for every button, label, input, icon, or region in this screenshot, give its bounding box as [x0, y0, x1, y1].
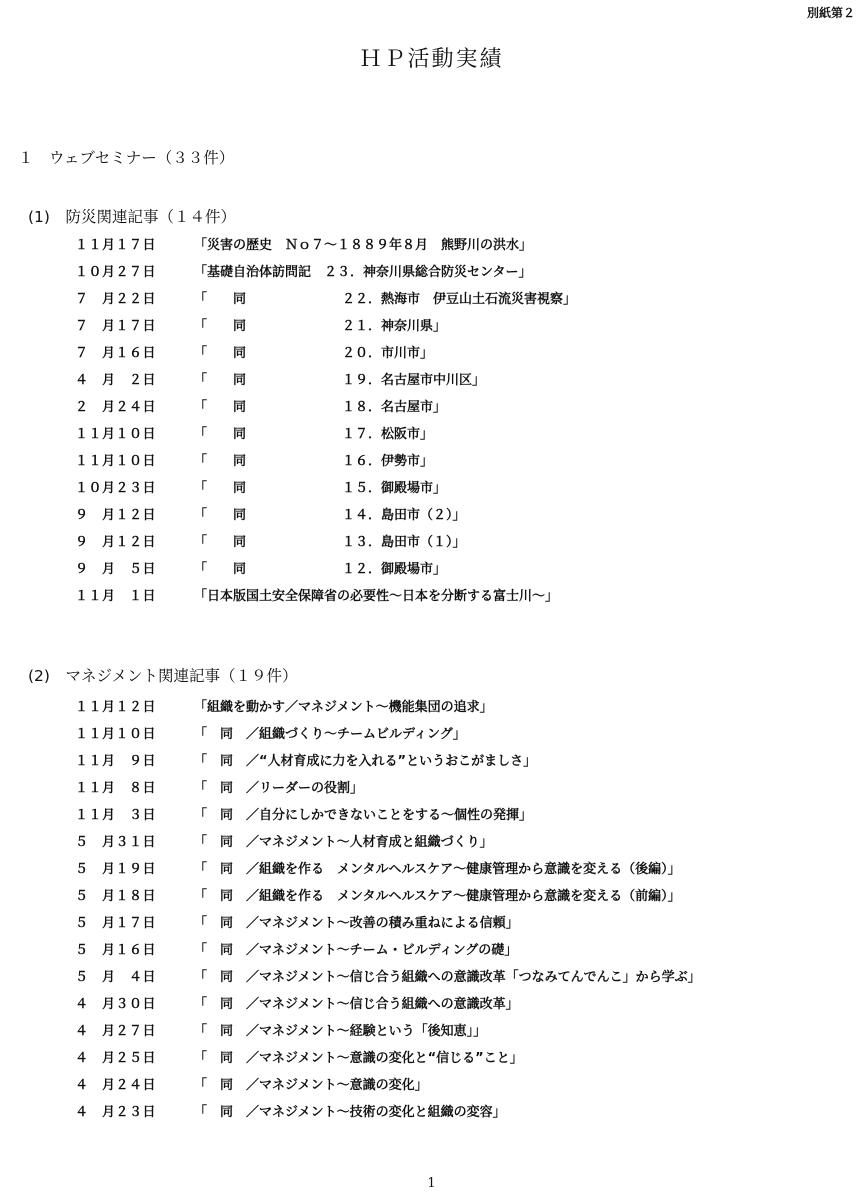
item-title: 「 同 ／組織を作る メンタルヘルスケア～健康管理から意識を変える（前編）」: [194, 889, 681, 904]
item-title: 「 同 ／組織づくり～チームビルディング」: [194, 727, 466, 742]
item-title-detail: ２２．熱海市 伊豆山土石流災害視察」: [342, 292, 577, 307]
item-title-detail: １９．名古屋市中川区」: [342, 373, 486, 388]
item-title-ditto: 「 同: [194, 319, 247, 334]
list-item: [75, 581, 576, 608]
item-date: １１月 ３日: [75, 808, 157, 823]
item-date: ５ 月 ４日: [75, 970, 157, 985]
list-item: [75, 854, 701, 881]
item-title: 「 同 ／マネジメント～意識の変化と“信じる”こと」: [194, 1051, 523, 1066]
item-title-detail: ２０．市川市」: [342, 346, 434, 361]
item-date: ９ 月 ５日: [75, 562, 157, 577]
item-title-ditto: 「 同: [194, 400, 247, 415]
item-title: [194, 531, 576, 550]
list-item: [75, 527, 576, 554]
list-item: [75, 1070, 701, 1097]
item-title-detail: １７．松阪市」: [342, 427, 434, 442]
item-title-detail: １３．島田市（１）」: [342, 535, 466, 550]
item-title-detail: １２．御殿場市」: [342, 562, 447, 577]
list-item: [75, 338, 576, 365]
list-item: [75, 746, 701, 773]
item-title: [194, 288, 576, 307]
item-date: ７ 月２２日: [75, 292, 157, 307]
item-date: １１月 １日: [75, 589, 157, 604]
item-title: 「 同 ／マネジメント～信じ合う組織への意識改革」: [194, 997, 519, 1012]
item-title: 「 同 ／マネジメント～意識の変化」: [194, 1078, 428, 1093]
list-item: [75, 257, 576, 284]
item-title: [194, 342, 576, 361]
list-item: [75, 1016, 701, 1043]
list-item: [75, 827, 701, 854]
item-title: 「基礎自治体訪問記 ２３．神奈川県総合防災センター」: [194, 265, 532, 280]
item-title: 「 同 ／組織を作る メンタルヘルスケア～健康管理から意識を変える（後編）」: [194, 862, 681, 877]
list-item: [75, 230, 576, 257]
item-title: [194, 504, 576, 523]
item-title: [194, 369, 576, 388]
item-title-ditto: 「 同: [194, 481, 247, 496]
list-item: [75, 773, 701, 800]
item-date: １１月１７日: [75, 238, 157, 253]
list-item: [75, 908, 701, 935]
list-item: [75, 962, 701, 989]
item-title-detail: １６．伊勢市」: [342, 454, 434, 469]
item-title: 「 同 ／マネジメント～チーム・ビルディングの礎」: [194, 943, 518, 958]
item-title-detail: １５．御殿場市」: [342, 481, 447, 496]
item-date: ４ 月２５日: [75, 1051, 157, 1066]
item-title: [194, 423, 576, 442]
item-title: 「 同 ／“人材育成に力を入れる”というおこがましさ」: [194, 754, 537, 769]
item-title-ditto: 「 同: [194, 373, 247, 388]
list-item: [75, 473, 576, 500]
item-title: 「 同 ／マネジメント～技術の変化と組織の変容」: [194, 1105, 506, 1120]
item-title: [194, 315, 576, 334]
item-date: ４ 月 ２日: [75, 373, 157, 388]
list-item: [75, 554, 576, 581]
item-date: ５ 月１８日: [75, 889, 157, 904]
item-date: ５ 月１９日: [75, 862, 157, 877]
page-number: 1: [427, 1176, 436, 1191]
item-date: １１月 ８日: [75, 781, 157, 796]
item-date: １１月１０日: [75, 427, 157, 442]
item-date: ９ 月１２日: [75, 535, 157, 550]
item-date: ４ 月３０日: [75, 997, 157, 1012]
item-title: 「 同 ／自分にしかできないことをする～個性の発揮」: [194, 808, 533, 823]
item-date: ４ 月２３日: [75, 1105, 157, 1120]
list-item: [75, 500, 576, 527]
item-title-ditto: 「 同: [194, 562, 247, 577]
item-date: ９ 月１２日: [75, 508, 157, 523]
list-item: [75, 935, 701, 962]
subsection-heading-management: (2) マネジメント関連記事（１９件）: [28, 667, 298, 685]
item-date: ５ 月１７日: [75, 916, 157, 931]
list-item: [75, 881, 701, 908]
list-item: [75, 719, 701, 746]
item-title-ditto: 「 同: [194, 346, 247, 361]
item-date: １１月 ９日: [75, 754, 157, 769]
item-title: [194, 477, 576, 496]
item-date: ５ 月１６日: [75, 943, 157, 958]
item-title: 「 同 ／マネジメント～信じ合う組織への意識改革「つなみてんでんこ」から学ぶ」: [194, 970, 701, 985]
document-label: 別紙第２: [806, 6, 855, 20]
list-item: [75, 692, 701, 719]
list-item: [75, 446, 576, 473]
list-item: [75, 419, 576, 446]
item-date: ７ 月１６日: [75, 346, 157, 361]
item-title-ditto: 「 同: [194, 427, 247, 442]
item-title: 「 同 ／マネジメント～人材育成と組織づくり」: [194, 835, 493, 850]
list-item: [75, 1097, 701, 1124]
item-title: 「日本版国土安全保障省の必要性～日本を分断する富士川～」: [194, 589, 559, 604]
document-title: ＨＰ活動実績: [359, 47, 504, 72]
section-heading: １ ウェブセミナー（３３件）: [18, 149, 235, 167]
item-title: 「組織を動かす／マネジメント～機能集団の追求」: [194, 700, 493, 715]
item-date: １１月１０日: [75, 727, 157, 742]
disaster-article-list: [75, 230, 576, 608]
item-date: ７ 月１７日: [75, 319, 157, 334]
subsection-heading-disaster: (1) 防災関連記事（１４件）: [28, 208, 236, 226]
item-date: １１月１０日: [75, 454, 157, 469]
item-date: １０月２３日: [75, 481, 157, 496]
item-title-ditto: 「 同: [194, 454, 247, 469]
item-title: [194, 396, 576, 415]
list-item: [75, 1043, 701, 1070]
item-title-ditto: 「 同: [194, 535, 247, 550]
list-item: [75, 800, 701, 827]
item-date: １１月１２日: [75, 700, 157, 715]
item-date: ４ 月２４日: [75, 1078, 157, 1093]
list-item: [75, 989, 701, 1016]
item-title-ditto: 「 同: [194, 508, 247, 523]
item-title-detail: ２１．神奈川県」: [342, 319, 447, 334]
item-date: ２ 月２４日: [75, 400, 157, 415]
item-title-ditto: 「 同: [194, 292, 247, 307]
management-article-list: [75, 692, 701, 1124]
item-title-detail: １４．島田市（２）」: [342, 508, 466, 523]
item-date: ５ 月３１日: [75, 835, 157, 850]
list-item: [75, 284, 576, 311]
item-date: １０月２７日: [75, 265, 157, 280]
list-item: [75, 392, 576, 419]
item-title: 「 同 ／リーダーの役割」: [194, 781, 364, 796]
list-item: [75, 365, 576, 392]
item-title: 「災害の歴史 Ｎｏ７～１８８９年８月 熊野川の洪水」: [194, 238, 533, 253]
item-title: [194, 450, 576, 469]
list-item: [75, 311, 576, 338]
item-title: 「 同 ／マネジメント～経験という「後知恵」」: [194, 1024, 487, 1039]
item-title: 「 同 ／マネジメント～改善の積み重ねによる信頼」: [194, 916, 519, 931]
item-title: [194, 558, 576, 577]
item-date: ４ 月２７日: [75, 1024, 157, 1039]
item-title-detail: １８．名古屋市」: [342, 400, 447, 415]
